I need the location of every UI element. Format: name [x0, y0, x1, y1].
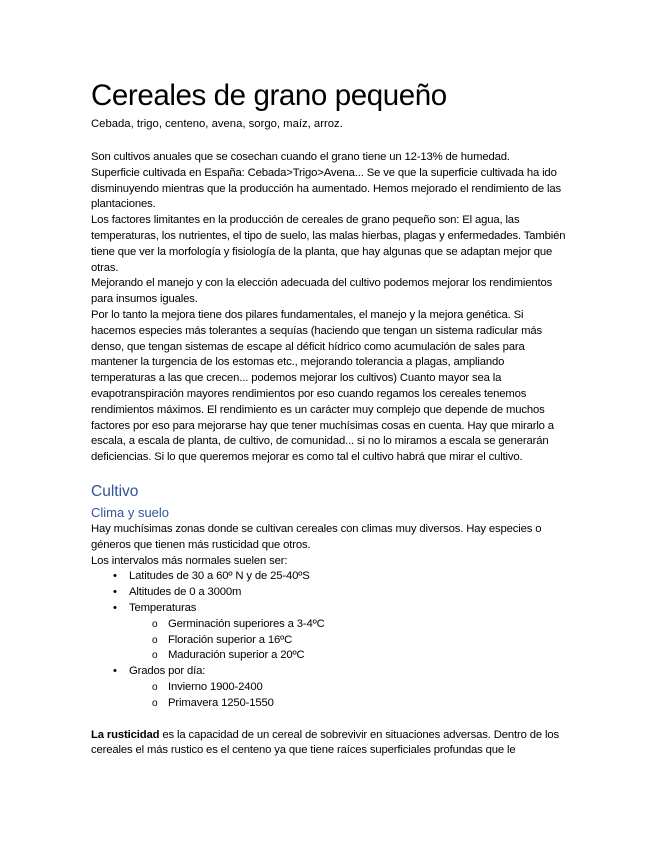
- clima-block: [91, 522, 569, 759]
- list-item: [113, 664, 569, 711]
- sublist-item: [152, 696, 569, 712]
- bullet-icon: •: [113, 586, 117, 599]
- list-item: [113, 569, 569, 585]
- paragraph-management: Mejorando el manejo y con la elección adecuada del cultivo podemos mejorar los rendimientos para insumos iguales.: [91, 277, 553, 306]
- sublist-item: [152, 648, 569, 664]
- sublist-item: [152, 680, 569, 696]
- circle-bullet-icon: o: [152, 697, 158, 709]
- sublist-item: [152, 617, 569, 633]
- sublist-item-label: Maduración superior a 20ºC: [168, 649, 305, 662]
- circle-bullet-icon: o: [152, 618, 158, 630]
- list-item-label: Temperaturas: [129, 601, 197, 614]
- list-item-label: Latitudes de 30 a 60º N y de 25-40ºS: [129, 570, 310, 583]
- circle-bullet-icon: o: [152, 634, 158, 646]
- paragraph-limiting-factors: Los factores limitantes en la producción de cereales de grano pequeño son: El agua, las temperaturas, los nutrientes, el tipo de suelo, las malas hierbas, plagas y enfermedades. También tiene que ver la morfología y fisiología de la planta, que hay algunas que se adaptan mejor que otras.: [91, 214, 566, 274]
- rusticity-term: La rusticidad: [91, 728, 160, 741]
- intro-block: [91, 150, 569, 466]
- bullet-icon: •: [113, 665, 117, 678]
- paragraph-harvest: Son cultivos anuales que se cosechan cuando el grano tiene un 12-13% de humedad.: [91, 151, 510, 163]
- spacer: [91, 712, 569, 728]
- paragraph-surface: Superficie cultivada en España: Cebada>Trigo>Avena... Se ve que la superficie cultivada ha ido disminuyendo mientras que la producción ha aumentado. Hemos mejorado el rendimiento de las plantaciones.: [91, 166, 562, 211]
- circle-bullet-icon: o: [152, 650, 158, 662]
- list-item-label: Grados por día:: [129, 665, 206, 678]
- list-item-label: Altitudes de 0 a 3000m: [129, 586, 242, 599]
- sublist-item-label: Primavera 1250-1550: [168, 696, 274, 709]
- list-item: [113, 601, 569, 664]
- paragraph-intervals-intro: Los intervalos más normales suelen ser:: [91, 554, 288, 567]
- paragraph-clima-intro: Hay muchísimas zonas donde se cultivan cereales con climas muy diversos. Hay especies o géneros que tienen más rusticidad que otros.: [91, 522, 542, 551]
- bullet-icon: •: [113, 570, 117, 583]
- bullet-icon: •: [113, 601, 117, 614]
- degree-days-sublist: [129, 680, 569, 712]
- sublist-item: [152, 633, 569, 649]
- subsection-heading-clima-suelo: Clima y suelo: [91, 504, 170, 520]
- document-title: Cereales de grano pequeño: [91, 79, 447, 112]
- sublist-item-label: Floración superior a 16ºC: [168, 633, 293, 646]
- circle-bullet-icon: o: [152, 681, 158, 693]
- sublist-item-label: Invierno 1900-2400: [168, 680, 263, 693]
- section-heading-cultivo: Cultivo: [91, 482, 139, 500]
- document-page: [91, 78, 569, 759]
- temperature-sublist: [129, 617, 569, 664]
- sublist-item-label: Germinación superiores a 3-4ºC: [168, 617, 325, 630]
- list-item: [113, 585, 569, 601]
- cereal-list-subtitle: Cebada, trigo, centeno, avena, sorgo, maíz, arroz.: [91, 118, 343, 130]
- paragraph-improvement: Por lo tanto la mejora tiene dos pilares fundamentales, el manejo y la mejora genética. Si hacemos especies más tolerantes a sequías (haciendo que tengan un sistema radicular más denso, que tengan sistemas de escape al déficit hídrico como acumulación de sales para mantener la turgencia de los estomas etc., mejorando tolerancia a plagas, ampliando temperaturas a las que crecen... podemos mejorar los cultivos) Cuanto mayor sea la evapotranspiración mayores rendimientos por eso cuando regamos los cereales tenemos rendimientos máximos. El rendimiento es un carácter muy complejo que depende de muchos factores por eso para mejorarse hay que tener muchísimas cosas en cuenta. Hay que mirarlo a escala, a escala de planta, de cultivo, de comunidad... si no lo miramos a escala se generarán deficiencias. Si lo que queremos mejorar es como tal el cultivo habrá que mirar el cultivo.: [91, 308, 554, 464]
- rusticity-text: es la capacidad de un cereal de sobrevivir en situaciones adversas. Dentro de los cereales el más rustico es el centeno ya que tiene raíces superficiales profundas que le: [91, 728, 560, 757]
- paragraph-rusticity: [91, 728, 569, 760]
- intervals-list: [91, 569, 569, 711]
